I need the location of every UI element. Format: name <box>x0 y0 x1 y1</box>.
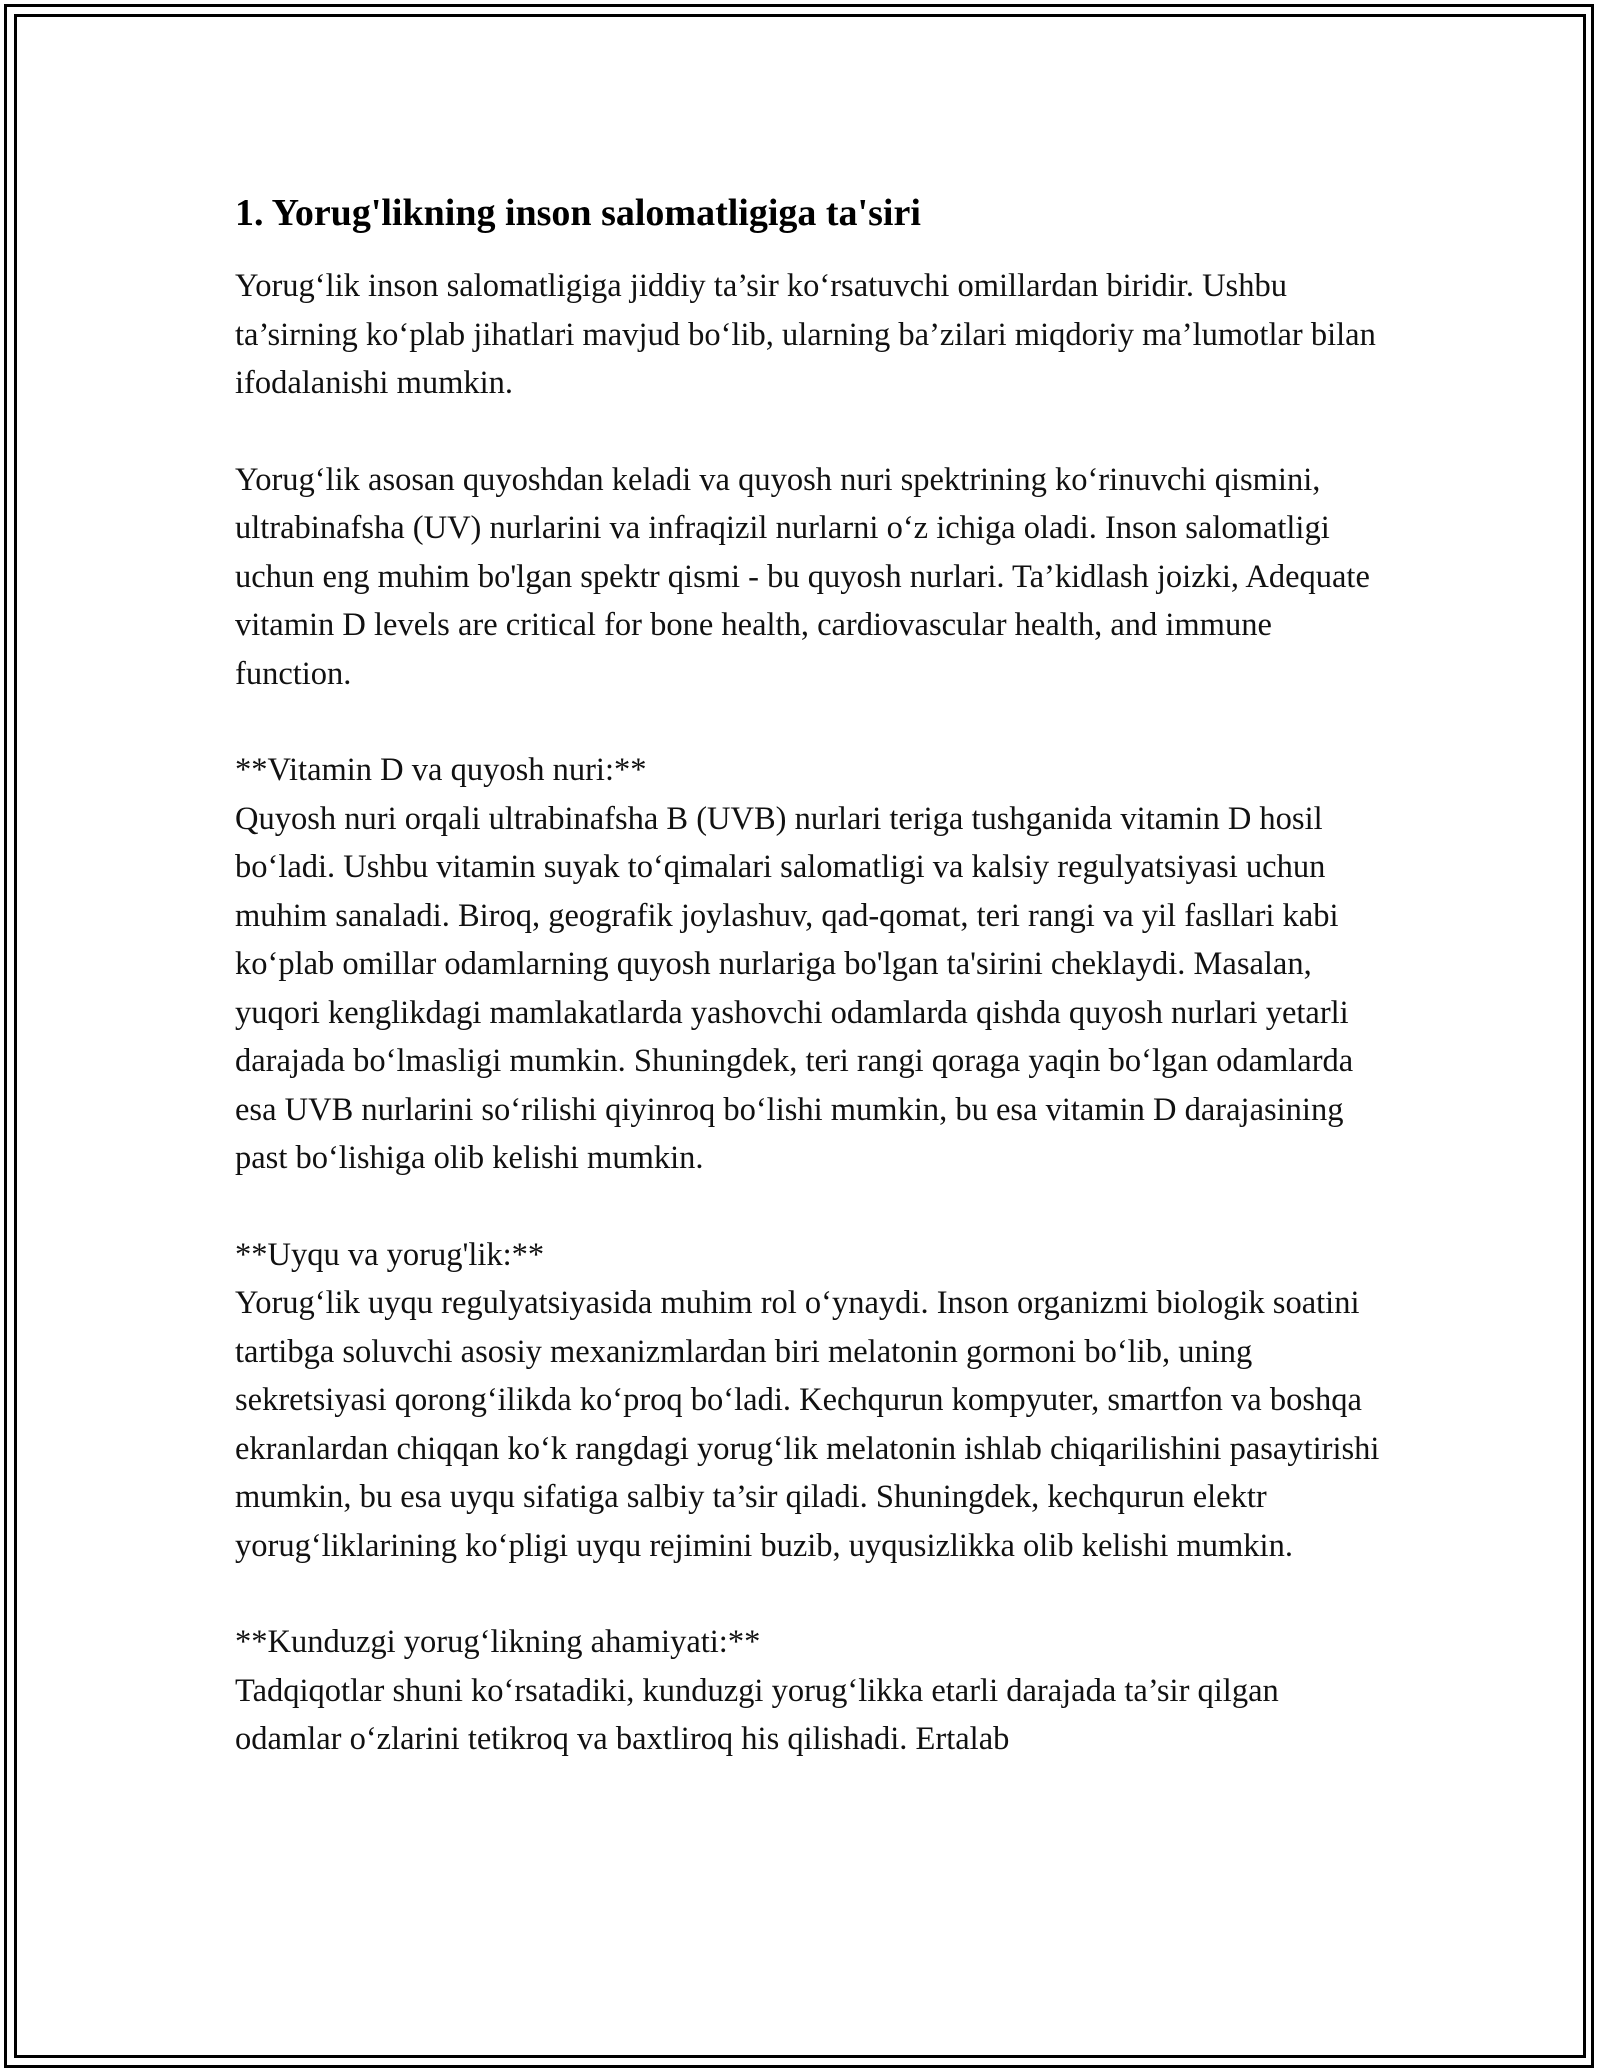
intro-paragraph-2: Yorug‘lik asosan quyoshdan keladi va quyosh nuri spektrining ko‘rinuvchi qismini, ultrabinafsha (UV) nurlarini va infraqizil nurlarni o‘z ichiga oladi. Inson salomatligi uchun eng muhim bo'lgan spektr qismi - bu quyosh nurlari. Ta’kidlash joizki, Adequate vitamin D levels are critical for bone health, cardiovascular health, and immune function. <box>235 461 1370 692</box>
section-body: Yorug‘lik uyqu regulyatsiyasida muhim rol o‘ynaydi. Inson organizmi biologik soatini tartibga soluvchi asosiy mexanizmlardan biri melatonin gormoni bo‘lib, uning sekretsiyasi qorong‘ilikda ko‘proq bo‘ladi. Kechqurun kompyuter, smartfon va boshqa ekranlardan chiqqan ko‘k rangdagi yorug‘lik melatonin ishlab chiqarilishini pasaytirishi mumkin, bu esa uyqu sifatiga salbiy ta’sir qiladi. Shuningdek, kechqurun elektr yorug‘liklarining ko‘pligi uyqu rejimini buzib, uyqusizlikka olib kelishi mumkin. <box>235 1285 1380 1564</box>
section-heading: **Kunduzgi yorug‘likning ahamiyati:** <box>235 1624 761 1660</box>
section-body: Quyosh nuri orqali ultrabinafsha B (UVB) nurlari teriga tushganida vitamin D hosil bo‘ladi. Ushbu vitamin suyak to‘qimalari salomatligi va kalsiy regulyatsiyasi uchun muhim sanaladi. Biroq, geografik joylashuv, qad-qomat, teri rangi va yil fasllari kabi ko‘plab omillar odamlarning quyosh nurlariga bo'lgan ta'sirini cheklaydi. Masalan, yuqori kenglikdagi mamlakatlarda yashovchi odamlarda qishda quyosh nurlari yetarli darajada bo‘lmasligi mumkin. Shuningdek, teri rangi qoraga yaqin bo‘lgan odamlarda esa UVB nurlarini so‘rilishi qiyinroq bo‘lishi mumkin, bu esa vitamin D darajasining past bo‘lishiga olib kelishi mumkin. <box>235 800 1354 1176</box>
document-title: 1. Yorug'likning inson salomatligiga ta'siri <box>235 192 921 234</box>
section-daylight-importance <box>235 1618 1385 1764</box>
section-heading: **Uyqu va yorug'lik:** <box>235 1236 545 1273</box>
document-content <box>235 186 1385 1812</box>
section-heading: **Vitamin D va quyosh nuri:** <box>235 752 647 788</box>
intro-paragraph-1: Yorug‘lik inson salomatligiga jiddiy ta’sir ko‘rsatuvchi omillardan biridir. Ushbu ta’sirning ko‘plab jihatlari mavjud bo‘lib, ularning ba’zilari miqdoriy ma’lumotlar bilan ifodalanishi mumkin. <box>235 268 1376 401</box>
section-vitamin-d <box>235 746 1385 1183</box>
section-sleep-and-light <box>235 1231 1385 1571</box>
section-body: Tadqiqotlar shuni ko‘rsatadiki, kunduzgi yorug‘likka etarli darajada ta’sir qilgan odamlar o‘zlarini tetikroq va baxtliroq his qilishadi. Ertalab <box>235 1672 1279 1757</box>
